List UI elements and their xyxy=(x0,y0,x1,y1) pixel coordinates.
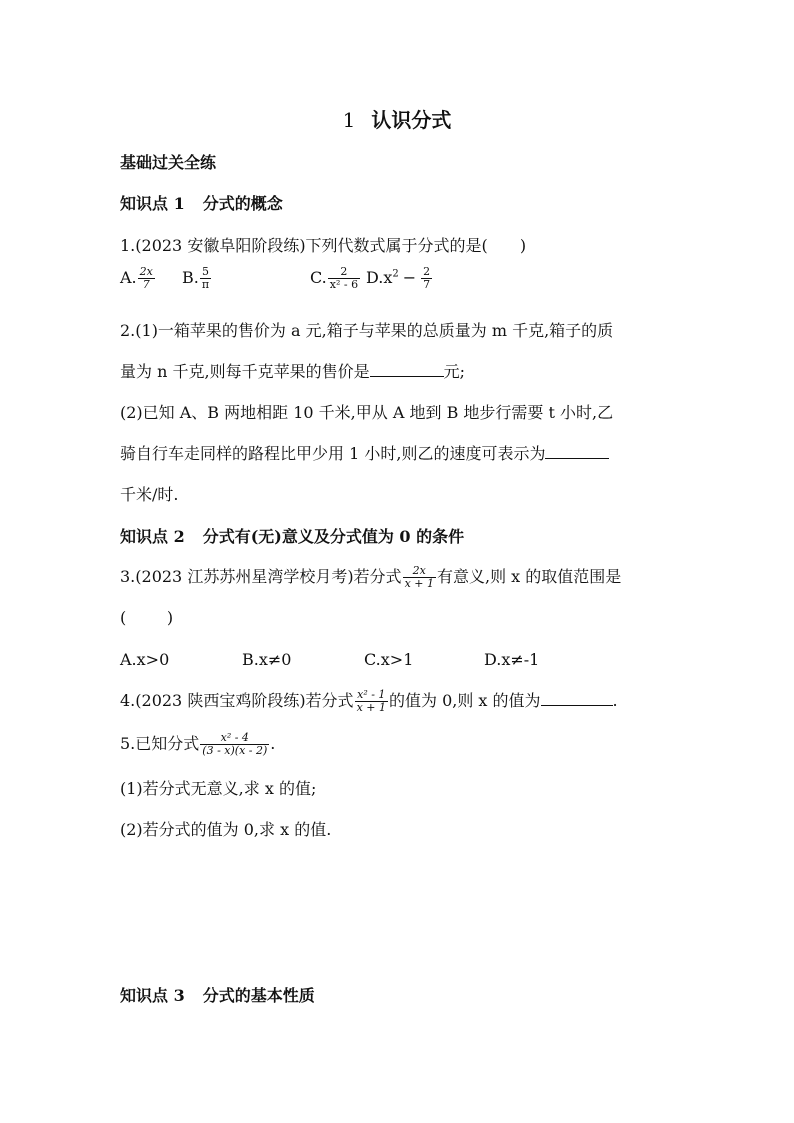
kp2-label: 知识点 2 xyxy=(120,527,185,546)
frac-numerator: 2 xyxy=(328,266,360,279)
q5-fraction xyxy=(200,732,269,757)
q1-option-d xyxy=(366,266,433,291)
frac-numerator: 2x xyxy=(139,265,153,278)
q1-option-b xyxy=(182,266,212,291)
frac-denominator: x² - 6 xyxy=(329,278,359,291)
q2-part1-line1: 2.(1)一箱苹果的售价为 a 元,箱子与苹果的总质量为 m 千克,箱子的质 xyxy=(120,321,614,340)
knowledge-point-1 xyxy=(120,191,283,214)
q5-stem-text: 5.已知分式 xyxy=(120,734,200,753)
kp2-text: 分式有(无)意义及分式值为 0 的条件 xyxy=(202,527,465,546)
q2-part2-line1: (2)已知 A、B 两地相距 10 千米,甲从 A 地到 B 地步行需要 t 小时,乙 xyxy=(120,403,614,422)
answer-blank[interactable] xyxy=(370,362,444,377)
frac-denominator: x + 1 xyxy=(404,577,434,590)
q2-p2-text: 骑自行车走同样的路程比甲少用 1 小时,则乙的速度可表示为 xyxy=(120,444,546,463)
question-4-stem xyxy=(120,688,618,714)
answer-blank[interactable] xyxy=(545,444,609,459)
q3-option-a: A.x>0 xyxy=(120,650,170,669)
option-d-label: D.x xyxy=(366,268,393,287)
q2-part2-line2 xyxy=(120,441,609,464)
page-title xyxy=(0,104,794,133)
knowledge-point-3 xyxy=(120,983,315,1006)
option-a-label: A. xyxy=(120,268,137,287)
frac-numerator: 5 xyxy=(200,266,211,279)
frac-denominator: π xyxy=(201,278,210,291)
q2-part2-line3: 千米/时. xyxy=(120,485,179,504)
q5-part1: (1)若分式无意义,求 x 的值; xyxy=(120,779,317,798)
q4-fraction xyxy=(355,689,388,714)
option-c-fraction xyxy=(328,266,360,291)
q3-stem-text: 3.(2023 江苏苏州星湾学校月考)若分式 xyxy=(120,567,402,586)
option-a-fraction xyxy=(138,266,155,291)
q1-option-a xyxy=(120,266,156,291)
q3-option-c: C.x>1 xyxy=(364,650,414,669)
frac-denominator: 7 xyxy=(423,278,431,291)
title-number: 1 xyxy=(342,108,356,132)
question-1-stem xyxy=(120,233,526,256)
q4-stem-end: 的值为 0,则 x 的值为 xyxy=(388,691,541,710)
q1-stem-text: 1.(2023 安徽阜阳阶段练)下列代数式属于分式的是( xyxy=(120,236,488,255)
knowledge-point-2 xyxy=(120,524,464,547)
answer-blank[interactable] xyxy=(541,691,613,706)
q3-stem-end: 有意义,则 x 的取值范围是 xyxy=(436,567,622,586)
kp1-label: 知识点 1 xyxy=(120,194,185,213)
q2-p1-unit: 元; xyxy=(443,362,465,381)
kp1-text: 分式的概念 xyxy=(202,194,283,213)
option-d-exponent: 2 xyxy=(392,268,399,280)
section-heading: 基础过关全练 xyxy=(120,153,217,172)
frac-denominator: x + 1 xyxy=(356,701,386,714)
q1-paren-close: ) xyxy=(519,236,527,255)
kp3-text: 分式的基本性质 xyxy=(202,986,315,1005)
kp3-label: 知识点 3 xyxy=(120,986,185,1005)
option-d-minus: − xyxy=(402,268,417,287)
q3-option-d: D.x≠-1 xyxy=(484,650,540,669)
frac-denominator: (3 - x)(x - 2) xyxy=(202,744,268,757)
option-b-label: B. xyxy=(182,268,199,287)
option-b-fraction xyxy=(200,266,211,291)
q1-option-c xyxy=(310,266,361,291)
frac-denominator: 7 xyxy=(142,278,150,291)
q4-stem-text: 4.(2023 陕西宝鸡阶段练)若分式 xyxy=(120,691,354,710)
frac-numerator: 2x xyxy=(403,565,436,578)
q3-fraction xyxy=(403,565,436,590)
q2-part1-line2 xyxy=(120,359,465,382)
question-3-stem xyxy=(120,564,621,590)
frac-numerator: 2 xyxy=(423,265,431,278)
frac-numerator: x² - 4 xyxy=(200,732,269,745)
q5-period: . xyxy=(270,734,276,753)
question-5-stem xyxy=(120,731,275,757)
option-c-label: C. xyxy=(310,268,327,287)
q5-part2: (2)若分式的值为 0,求 x 的值. xyxy=(120,820,332,839)
frac-numerator: x² - 1 xyxy=(355,689,388,702)
q2-p1-text: 量为 n 千克,则每千克苹果的售价是 xyxy=(120,362,370,381)
title-text: 认识分式 xyxy=(371,108,452,132)
q4-period: . xyxy=(612,691,618,710)
q3-option-b: B.x≠0 xyxy=(242,650,292,669)
option-d-fraction xyxy=(421,266,432,291)
q3-answer-paren: ( ) xyxy=(120,608,174,627)
